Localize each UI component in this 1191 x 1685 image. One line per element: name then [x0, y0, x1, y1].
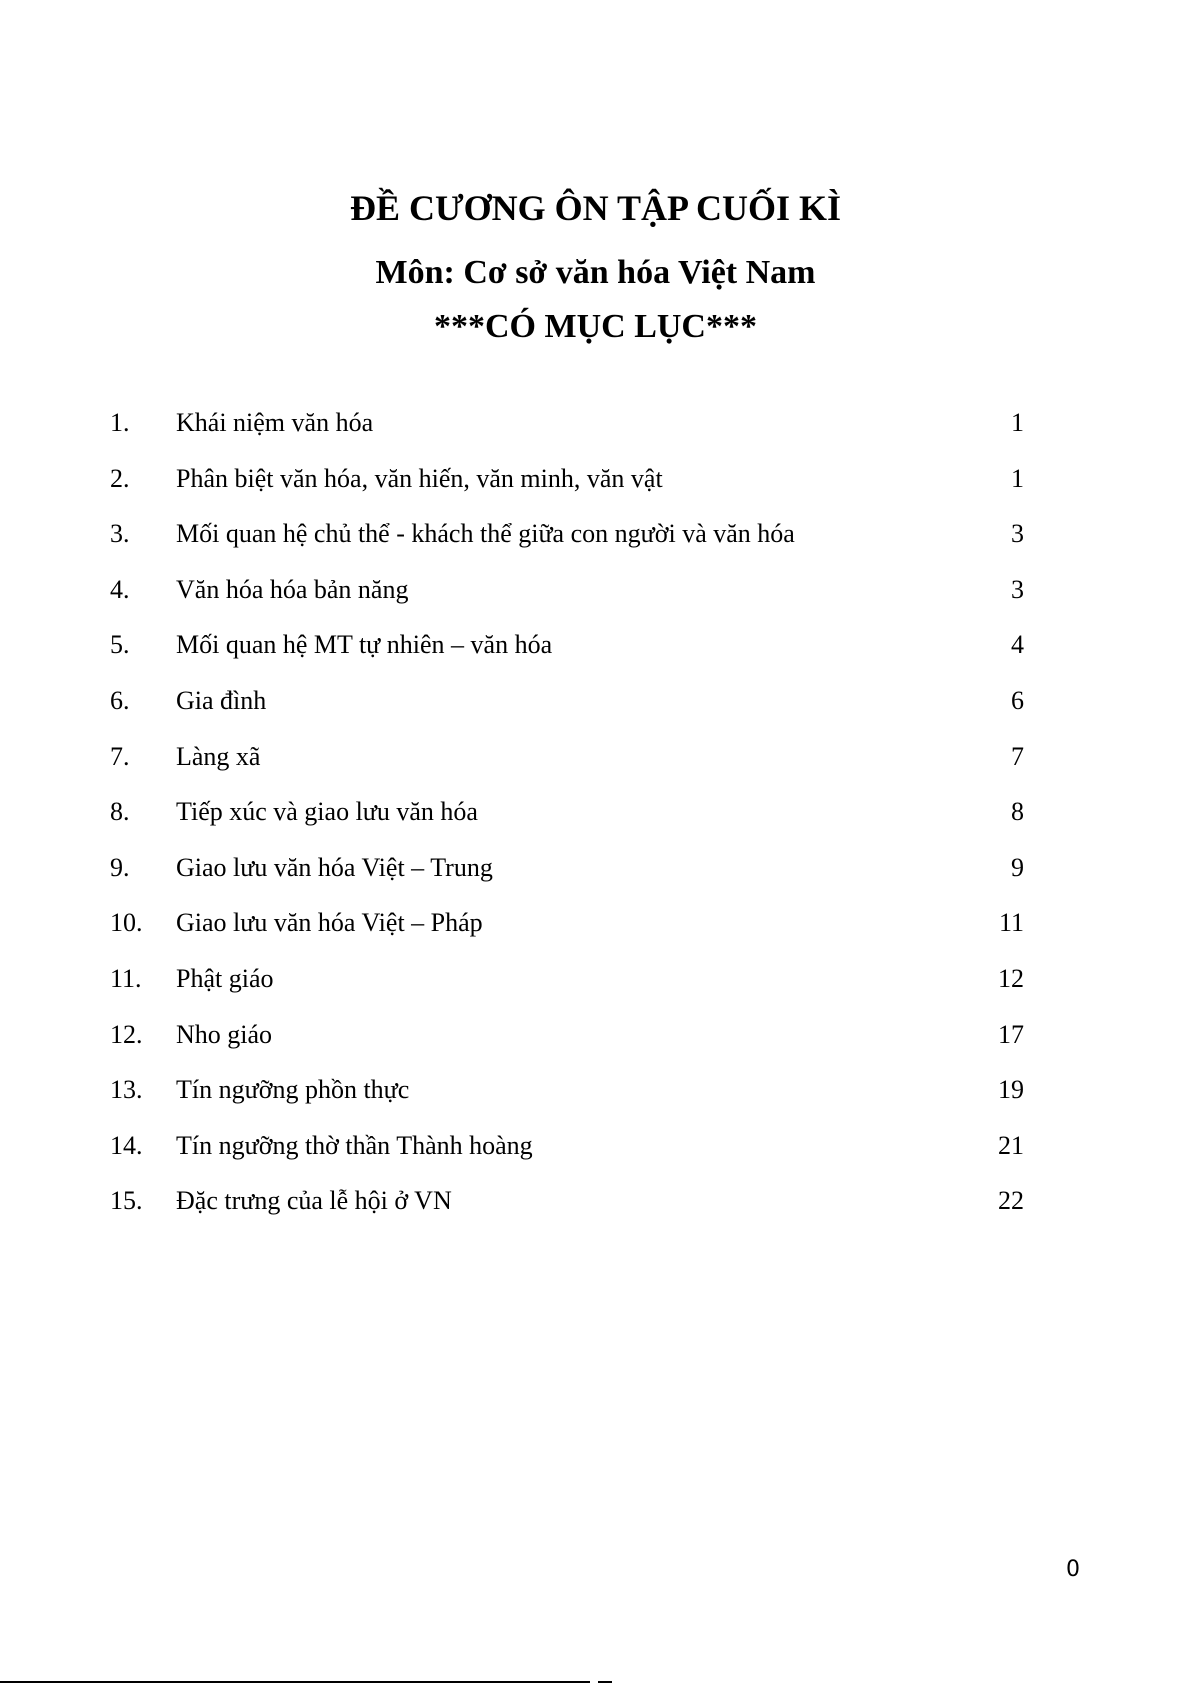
toc-entry-title: Tiếp xúc và giao lưu văn hóa: [176, 797, 478, 827]
toc-entry-title: Đặc trưng của lễ hội ở VN: [176, 1186, 452, 1216]
toc-entry-title: Làng xã: [176, 741, 261, 771]
page-subtitle: Môn: Cơ sở văn hóa Việt Nam: [375, 254, 816, 291]
toc-entry-title: Mối quan hệ chủ thể - khách thể giữa con người và văn hóa: [176, 519, 795, 549]
toc-entry-number: 1.: [110, 408, 130, 437]
toc-entry-page: 3: [1011, 519, 1024, 549]
toc-entry-title: Văn hóa hóa bản năng: [176, 574, 409, 604]
toc-entry[interactable]: [110, 904, 1024, 960]
toc-entry[interactable]: [110, 1127, 1024, 1183]
toc-entry-title: Tín ngưỡng thờ thần Thành hoàng: [176, 1130, 533, 1160]
toc-entry-page: 17: [998, 1019, 1024, 1049]
toc-entry-number: 4.: [110, 574, 130, 604]
toc-entry-number: 10.: [110, 908, 143, 938]
toc-entry-page: 1: [1011, 463, 1024, 493]
toc-entry-number: 8.: [110, 797, 130, 827]
toc-entry-title: Phật giáo: [176, 963, 274, 993]
toc-entry[interactable]: [110, 571, 1024, 627]
toc-entry-page: 9: [1011, 852, 1024, 882]
toc-entry-page: 12: [998, 963, 1024, 993]
toc-entry[interactable]: [110, 682, 1024, 738]
footer-divider: [0, 1681, 590, 1683]
toc-entry[interactable]: [110, 404, 1024, 460]
toc-entry-title: Mối quan hệ MT tự nhiên – văn hóa: [176, 630, 553, 660]
toc-entry-page: 22: [998, 1186, 1024, 1216]
table-of-contents-heading: ***CÓ MỤC LỤC***: [434, 308, 757, 345]
toc-entry[interactable]: [110, 515, 1024, 571]
toc-entry-number: 6.: [110, 685, 130, 715]
page-number: 0: [1066, 1557, 1080, 1582]
toc-entry-page: 21: [998, 1130, 1024, 1160]
toc-entry-number: 15.: [110, 1186, 143, 1216]
footer-divider-stub: [598, 1681, 612, 1683]
toc-entry[interactable]: [110, 849, 1024, 905]
toc-entry-page: 6: [1011, 685, 1024, 715]
toc-entry-title: Phân biệt văn hóa, văn hiến, văn minh, văn vật: [176, 463, 663, 493]
toc-entry-page: 4: [1011, 630, 1024, 660]
toc-entry-title: Tín ngưỡng phồn thực: [176, 1075, 410, 1105]
toc-entry-number: 11.: [110, 963, 142, 993]
toc-entry[interactable]: [110, 793, 1024, 849]
toc-entry[interactable]: [110, 1016, 1024, 1072]
toc-entry[interactable]: [110, 460, 1024, 516]
toc-entry-number: 9.: [110, 852, 130, 882]
toc-entry-number: 12.: [110, 1019, 143, 1049]
toc-entry-number: 3.: [110, 519, 130, 549]
toc-entry-number: 2.: [110, 463, 130, 493]
toc-entry-title: Nho giáo: [176, 1019, 273, 1049]
toc-entry-page: 19: [998, 1075, 1024, 1105]
toc-entry-title: Gia đình: [176, 685, 267, 715]
toc-entry[interactable]: [110, 738, 1024, 794]
toc-entry-page: 11: [998, 908, 1024, 938]
table-of-contents: [110, 404, 1024, 1238]
page-title: ĐỀ CƯƠNG ÔN TẬP CUỐI KÌ: [349, 188, 842, 228]
toc-entry-number: 7.: [110, 741, 130, 771]
toc-entry-title: Giao lưu văn hóa Việt – Trung: [176, 852, 493, 882]
toc-entry[interactable]: [110, 1071, 1024, 1127]
toc-entry-page: 7: [1011, 741, 1024, 771]
toc-entry-number: 13.: [110, 1075, 143, 1105]
toc-entry[interactable]: [110, 1182, 1024, 1238]
toc-entry-page: 8: [1011, 797, 1024, 827]
toc-entry-number: 5.: [110, 630, 130, 660]
toc-entry-page: 3: [1011, 574, 1024, 604]
toc-entry-title: Giao lưu văn hóa Việt – Pháp: [176, 908, 483, 938]
toc-entry-number: 14.: [110, 1130, 143, 1160]
toc-entry-title: Khái niệm văn hóa: [176, 408, 374, 437]
toc-entry[interactable]: [110, 626, 1024, 682]
toc-entry[interactable]: [110, 960, 1024, 1016]
toc-entry-page: 1: [1011, 408, 1024, 437]
